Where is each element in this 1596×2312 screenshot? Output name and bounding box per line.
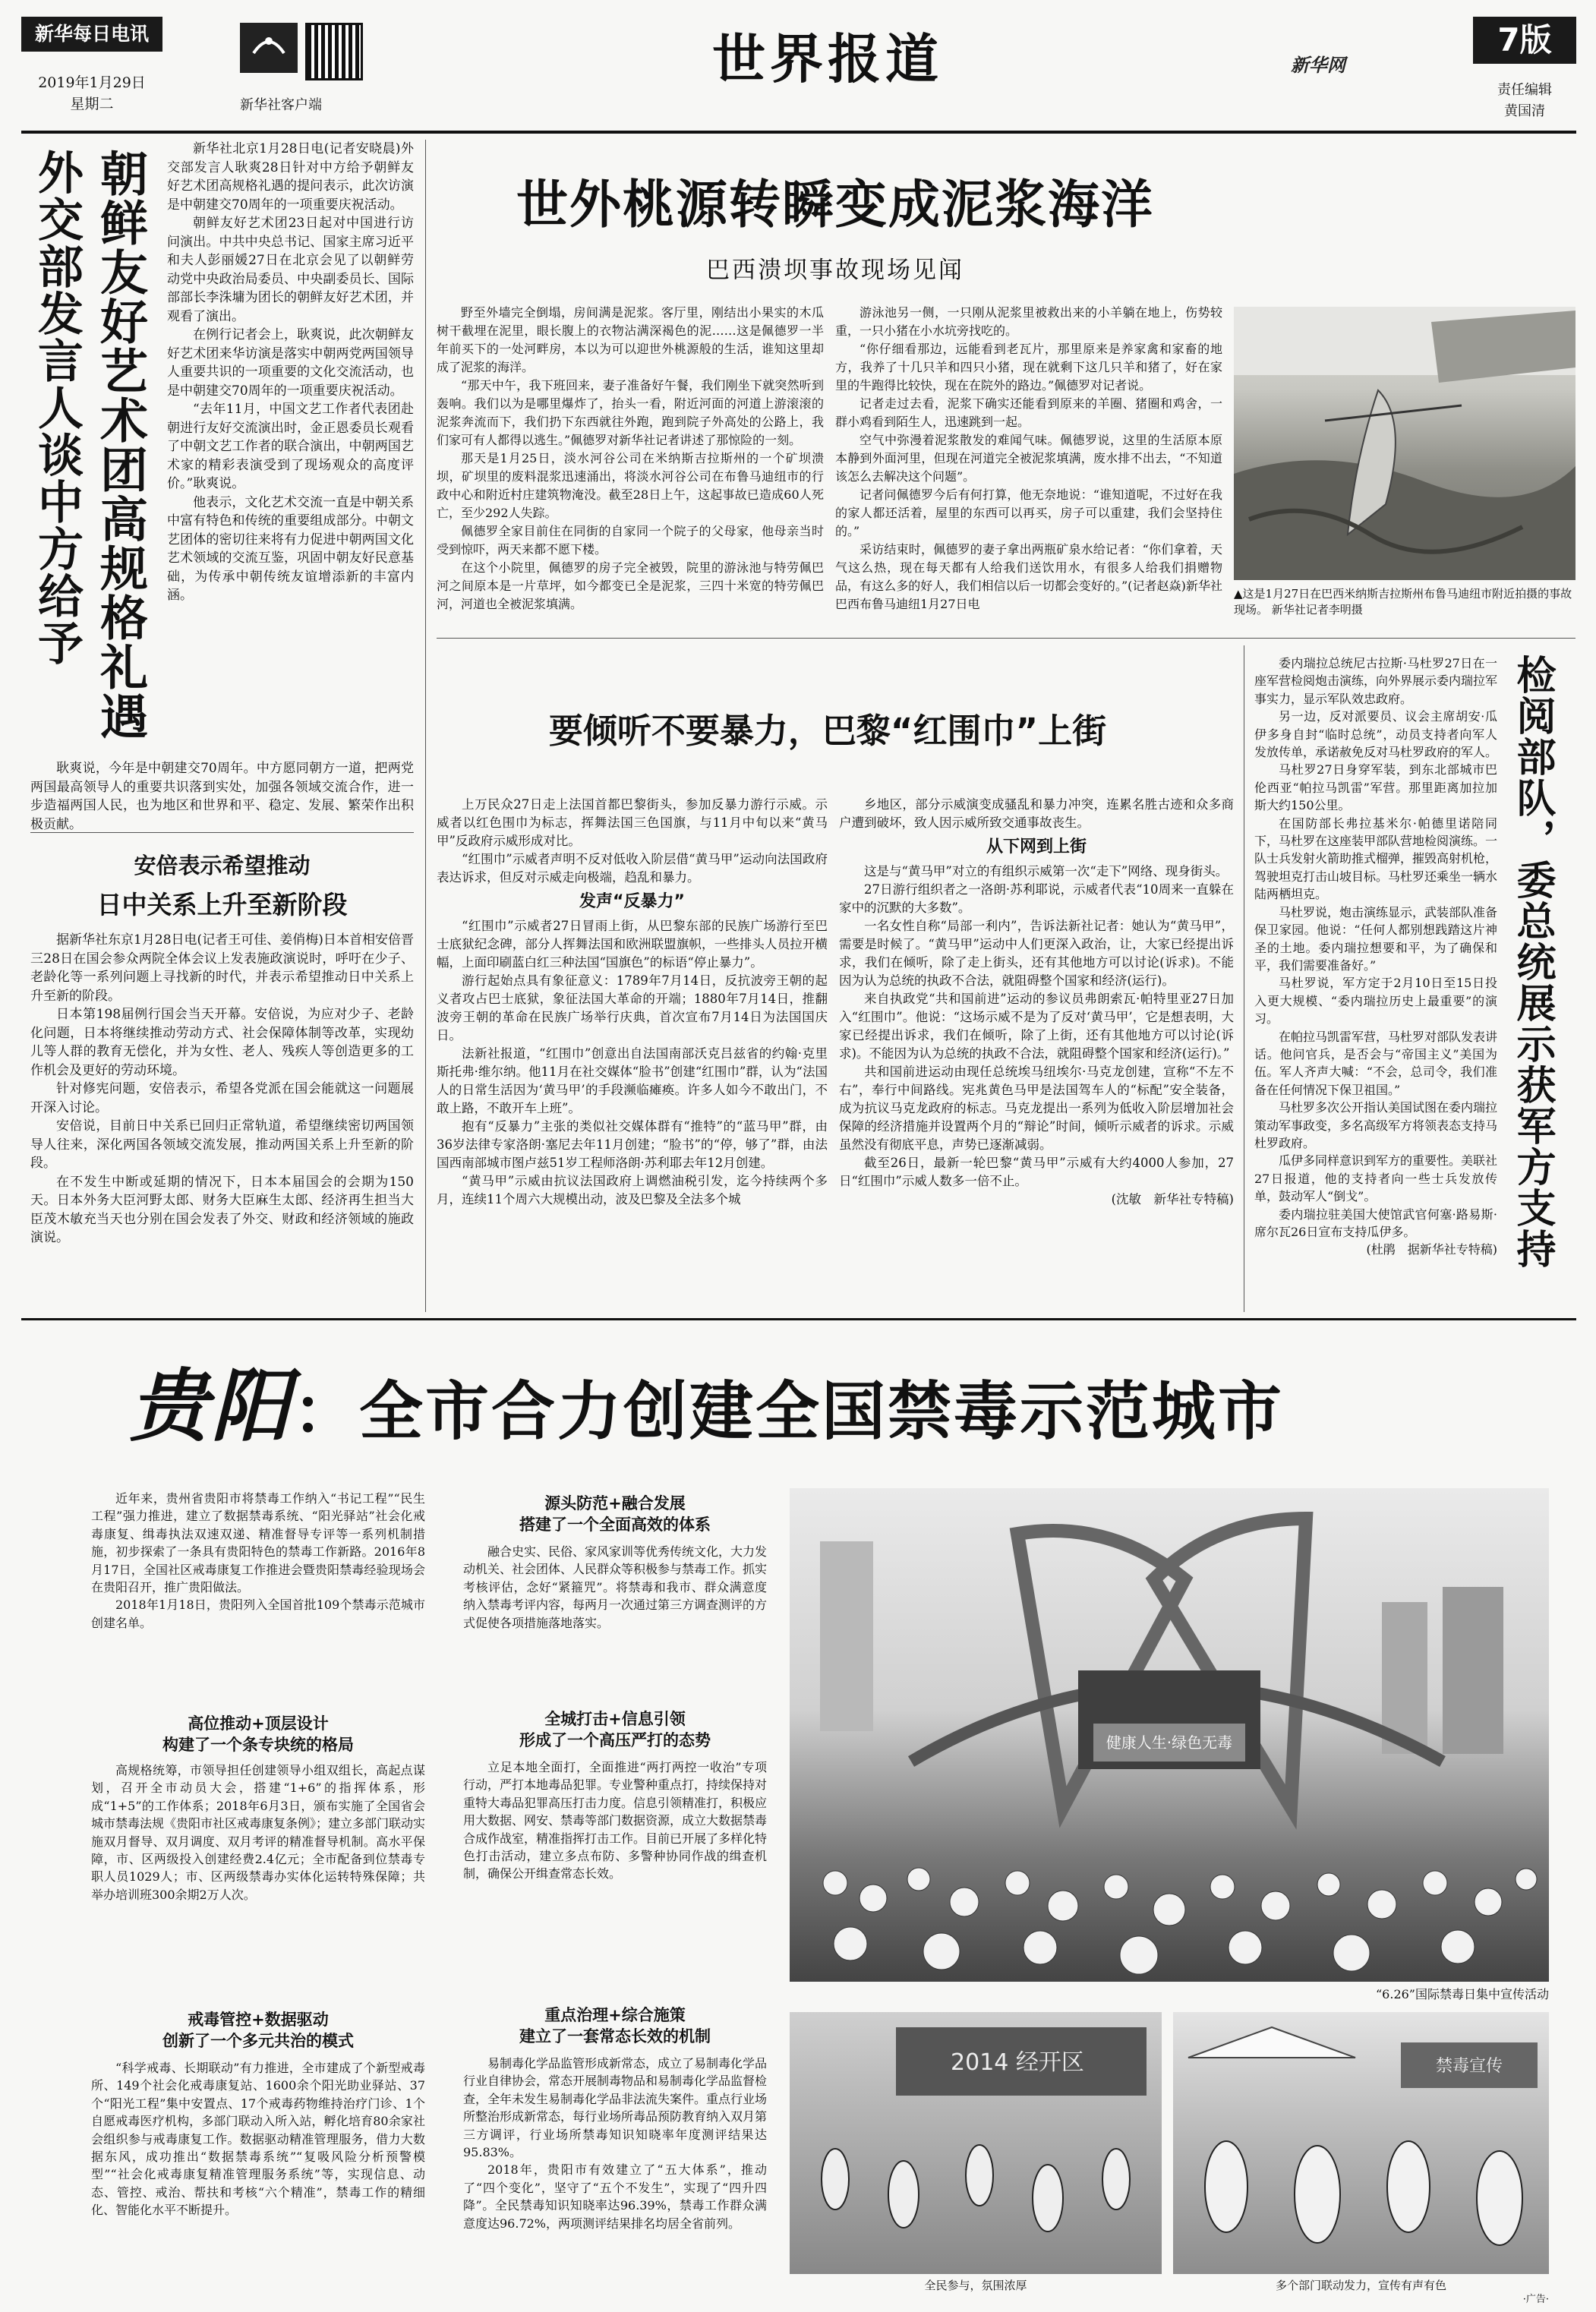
editor-name: 黄国清 bbox=[1504, 103, 1545, 119]
guiyang-photo-right bbox=[1173, 2012, 1549, 2274]
editor-label: 责任编辑 bbox=[1497, 82, 1552, 98]
dprk-headline: 朝鲜友好艺术团高规格礼遇 bbox=[93, 149, 148, 741]
paris-credit: (沈敏 新华社专特稿) bbox=[1111, 1192, 1234, 1206]
dprk-body: 新华社北京1月28日电(记者安晓晨)外交部发言人耿爽28日针对中方给予朝鲜友好艺术团高规格礼遇的提问表示，此次访演是中朝建交70周年的一项重要庆祝活动。 朝鲜友好艺术团23日起对中国进行访问演出。中共中央总书记、国家主席习近平和夫人彭丽媛27日在北京会见了以朝鲜劳动党中央政治局委员、中央副委员长、国际部部长李洙墉为团长的朝鲜友好艺术团，并观看了演出。 在例行记者会上，耿爽说，此次朝鲜友好艺术团来华访演是落实中朝两党两国领导人重要共识的一项重要的文化交流活动，也是中朝建交70周年的一项重要庆祝活动。 “去年11月，中国文艺工作者代表团赴朝进行友好交流演出时，金正恩委员长观看了中朝文艺工作者的联合演出，中朝两国艺术家的精彩表演受到了现场观众的高度评价。”耿爽说。 他表示，文化艺术交流一直是中朝关系中富有特色和传统的重要组成部分。中朝文艺团体的密切往来将有力促进中朝两国文化艺术领域的交流互鉴，巩固中朝友好民意基础，为传承中朝传统友谊增添新的丰富内涵。 bbox=[167, 141, 414, 603]
paper-name-block: 新华每日电讯 bbox=[21, 17, 162, 52]
guiyang-s3-heading: 源头防范+融合发展 搭建了一个全面高效的体系 bbox=[519, 1494, 711, 1534]
venezuela-credit: (杜鹃 据新华社专特稿) bbox=[1366, 1242, 1497, 1257]
brazil-body-col1: 野至外墙完全倒塌，房间满是泥浆。客厅里，刚结出小果实的木瓜树干截埋在泥里，眼长腹上的衣物沾满深褐色的泥……这是佩德罗一半年前买下的一处河畔房，本以为可以迎世外桃源般的生活，谁知这里却成了泥浆的海洋。 “那天中午，我下班回来，妻子准备好午餐，我们刚坐下就突然听到轰响。我们以为是哪里爆炸了，抬头一看，附近河面的河道上游滚滚的泥浆奔流而下，我们扔下东西就往外跑，跑到院子外高处的公路上，我们家可有人都得以逃生。”佩德罗对新华社记者讲述了那惊险的一刻。 那天是1月25日，淡水河谷公司在米纳斯吉拉斯州的一个矿坝溃坝，矿坝里的废料混浆迅速涌出，将淡水河谷公司在布鲁马迪纽市的行政中心和附近村庄建筑物淹没。截至28日上午，这起事故已造成60人死亡，至少292人失踪。 佩德罗全家目前住在同街的自家同一个院子的父母家，他母亲当时受到惊吓，两天来都不愿下楼。 在这个小院里，佩德罗的房子完全被毁，院里的游泳池与特劳佩巴河之间原本是一片草坪，如今都变已全是泥浆，三四十米宽的特劳佩巴河，河道也全被泥浆填满。 bbox=[437, 305, 824, 611]
guiyang-s5-heading: 重点治理+综合施策 建立了一套常态长效的机制 bbox=[519, 2006, 711, 2045]
page-number: 7版 bbox=[1473, 17, 1576, 64]
issue-date: 2019年1月29日 bbox=[38, 74, 146, 91]
guiyang-s4-body: 立足本地全面打，全面推进“两打两控一收治”专项行动，严打本地毒品犯罪。专业警种重点打，持续保持对重特大毒品犯罪高压打击力度。信息引领精准打，积极应用大数据、网安、禁毒等部门数据资源，成立大数据禁毒合成作战室，精准指挥打击工作。目前已开展了多样化特色打击活动，建立多点布防、多警种协同作战的缉查机制，确保公开缉查常态长效。 bbox=[463, 1760, 768, 1881]
guiyang-right-caption: 多个部门联动发力，宣传有声有色 bbox=[1275, 2279, 1446, 2292]
banner-text: 2014 经开区 bbox=[951, 2049, 1084, 2076]
brazil-subheadline: 巴西溃坝事故现场见闻 bbox=[706, 257, 964, 284]
masthead bbox=[0, 0, 1596, 133]
guiyang-main-photo bbox=[790, 1488, 1549, 1982]
mud-scene-illustration bbox=[1234, 307, 1575, 580]
japan-body: 据新华社东京1月28日电(记者王可佳、姜俏梅)日本首相安倍晋三28日在国会参众两院全体会议上发表施政演说时，呼吁在少子、老龄化等一系列问题上寻找新的时代，并表示希望推动日中关系上升至新的阶段。 日本第198届例行国会当天开幕。安倍说，为应对少子、老龄化问题，日本将继续推动劳动方式、社会保障体制等改革，实现幼儿等人群的教育无偿化，并为女性、老人、残疾人等创造更多的工作机会及更好的劳动环境。 针对修宪问题，安倍表示，希望各党派在国会能就这一问题展开深入讨论。 安倍说，目前日中关系已回归正常轨道，希望继续密切两国领导人往来，深化两国各领域交流发展，推动两国关系上升至新的阶段。 在不发生中断或延期的情况下，日本本届国会的会期为150天。日本外务大臣河野太郎、财务大臣麻生太郎、经济再生担当大臣茂木敏充当天也分别在国会发表了外交、财政和经济领域的施政演说。 bbox=[30, 932, 414, 1245]
issue-weekday: 星期二 bbox=[70, 96, 114, 112]
venezuela-headline: 检阅部队，委总统展示获军方支持 bbox=[1509, 654, 1555, 1270]
app-label: 新华社客户端 bbox=[240, 97, 322, 113]
paris-headline: 要倾听不要暴力，巴黎“红围巾”上街 bbox=[548, 711, 1107, 751]
guiyang-s1-heading: 高位推动+顶层设计 构建了一个条专块统的格局 bbox=[162, 1714, 354, 1754]
section-title: 世界报道 bbox=[712, 27, 943, 90]
guiyang-headline bbox=[129, 1342, 1496, 1452]
guiyang-s4-heading: 全城打击+信息引领 形成了一个高压严打的态势 bbox=[519, 1710, 711, 1749]
news-logo: 新华网 bbox=[1291, 55, 1345, 76]
qr-code-icon[interactable] bbox=[305, 23, 363, 80]
guiyang-intro: 近年来，贵州省贵阳市将禁毒工作纳入“书记工程”“民生工程”强力推进，建立了数据禁毒系统、“阳光驿站”社会化戒毒康复、缉毒执法双速双递、精准督导专评等一系列机制措施，初步探索了一条具有贵阳特色的禁毒工作新路。2016年8月17日，全国社区戒毒康复工作推进会暨贵阳禁毒经验现场会在贵阳召开，推广贵阳做法。 2018年1月18日，贵阳列入全国首批109个禁毒示范城市创建名单。 bbox=[91, 1491, 425, 1630]
guiyang-title-rest: ：全市合力创建全国禁毒示范城市 bbox=[293, 1374, 1285, 1449]
japan-headline-b: 日中关系上升至新阶段 bbox=[96, 890, 348, 919]
masthead-rule bbox=[21, 131, 1576, 134]
brazil-photo-caption: ▲这是1月27日在巴西米纳斯吉拉斯州布鲁马迪纽市附近拍摄的事故现场。 新华社记者李明摄 bbox=[1234, 587, 1572, 617]
japan-headline-a: 安倍表示希望推动 bbox=[134, 853, 311, 878]
divider bbox=[437, 638, 1575, 639]
brazil-headline: 世外桃源转瞬变成泥浆海洋 bbox=[516, 175, 1154, 235]
square-dance-illustration bbox=[790, 2012, 1162, 2274]
brazil-dam-photo bbox=[1234, 307, 1575, 580]
paris-subhead-1: 发声“反暴力” bbox=[579, 892, 685, 911]
guiyang-left-caption: 全民参与，氛围浓厚 bbox=[924, 2279, 1027, 2292]
guiyang-main-caption: “6.26”国际禁毒日集中宣传活动 bbox=[1376, 1987, 1549, 2001]
paris-body-col1: 上万民众27日走上法国首都巴黎街头，参加反暴力游行示威。示威者以红色围巾为标志，挥舞法国三色国旗，与11月中旬以来“黄马甲”反政府示威形成对比。 “红围巾”示威者声明不反对低收入阶层借“黄马甲”运动向法国政府表达诉求，但反对示威走向极端，趋乱和暴力。 发声“反暴力” “红围巾”示威者27日冒雨上街，从巴黎东部的民族广场游行至巴士底狱纪念碑，部分人挥舞法国和欧洲联盟旗帜，一些排头人员拉开横幅，上面印刷蓝白红三种法国“国旗色”的标语“停止暴力”。 游行起始点具有象征意义：1789年7月14日，反抗波旁王朝的起义者攻占巴士底狱，象征法国大革命的开端；1880年7月14日，推翻波旁王朝的革命在民族广场举行庆典，首次宣布7月14日为法国国庆日。 法新社报道，“红围巾”创意出自法国南部沃克吕兹省的约翰·克里斯托弗·维尔纳。他11月在社交媒体“脸书”创建“红围巾”群，认为“法国人的日常生活因为‘黄马甲’的手段濒临瘫痪。许多人如今不敢出门，不敢上路，不敢开车上班”。 抱有“反暴力”主张的类似社交媒体群有“推特”的“蓝马甲”群，由36岁法律专家洛朗·塞尼去年11月创建；“脸书”的“停，够了”群，由法国西南部城市图卢兹51岁工程师洛朗·苏利耶去年12月创建。 “黄马甲”示威由抗议法国政府上调燃油税引发，迄今持续两个多月，连续11个周六大规模出动，波及巴黎及全法多个城 bbox=[437, 797, 828, 1206]
divider bbox=[30, 832, 414, 833]
dprk-body-tail: 耿爽说，今年是中朝建交70周年。中方愿同朝方一道，把两党两国最高领导人的重要共识落到实处，加强各领域交流合作，进一步造福两国人民，也为地区和世界和平、稳定、发展、繁荣作出积极贡献。 bbox=[30, 761, 414, 832]
guiyang-s1-body: 高规格统筹，市领导担任创建领导小组双组长，高起点谋划，召开全市动员大会，搭建“1+6”的指挥体系，形成“1+5”的工作体系；2018年6月3日，颁布实施了全国省会城市禁毒法规《贵阳市社区戒毒康复条例》；建立多部门联动实施双月督导、双月调度、双月考评的精准督导机制。高水平保障，市、区两级投入创建经费2.4亿元；全市配备到位禁毒专职人员1029人；市、区两级禁毒办实体化运转特殊保障；共举办培训班300余期2万人次。 bbox=[91, 1763, 426, 1902]
stage-banner-text: 健康人生·绿色无毒 bbox=[1106, 1733, 1233, 1752]
venezuela-body: 委内瑞拉总统尼古拉斯·马杜罗27日在一座军营检阅炮击演练，向外界展示委内瑞拉军事实力，显示军队效忠政府。 另一边，反对派要员、议会主席胡安·瓜伊多身自封“临时总统”，动员支持者向军人发放传单，承诺赦免反对马杜罗政府的军人。 马杜罗27日身穿军装，到东北部城市巴伦西亚“帕拉马凯雷”军营。那里距离加拉加斯大约150公里。 在国防部长弗拉基米尔·帕德里诺陪同下，马杜罗在这座装甲部队营地检阅演练。一队士兵发射火箭助推式榴弹，摧毁高射机枪，驾驶坦克打击山坡目标。马杜罗还乘坐一辆水陆两栖坦克。 马杜罗说，炮击演练显示，武装部队准备保卫家园。他说：“任何人都别想践踏这片神圣的土地。委内瑞拉想要和平，为了确保和平，我们需要准备好。” 马杜罗说，军方定于2月10日至15日投入更大规模、“委内瑞拉历史上最重要”的演习。 在帕拉马凯雷军营，马杜罗对部队发表讲话。他问官兵，是否会与“帝国主义”美国为伍。军人齐声大喊：“不会，总司令，我们准备在任何情况下保卫祖国。” 马杜罗多次公开指认美国试图在委内瑞拉策动军事政变，多名高级军方将领表态支持马杜罗政府。 瓜伊多同样意识到军方的重要性。美联社27日报道，他的支持者向一些士兵发放传单，鼓动军人“倒戈”。 委内瑞拉驻美国大使馆武官何塞·路易斯·席尔瓦26日宣布支持瓜伊多。 (杜鹃 据新华社专特稿) bbox=[1254, 654, 1497, 1304]
brazil-body-col2: 游泳池另一侧，一只刚从泥浆里被救出来的小羊躺在地上，伤势较重，一只小猪在小水坑旁找吃的。 “你仔细看那边，远能看到老瓦片，那里原来是养家禽和家畜的地方，我养了十几只羊和四只小猪，现在就剩下这几只羊和猪了，好在家里的牛跑得比较快，现在在院外的路边。”佩德罗对记者说。 记者走过去看，泥浆下确实还能看到原来的羊圈、猪圈和鸡舍，一群小鸡看到陌生人，迅速跳到一起。 空气中弥漫着泥浆散发的难闻气味。佩德罗说，这里的生活原本原本静到外面河里，但现在河道完全被泥浆填满，废水排不出去，“不知道该怎么去解决这个问题”。 记者问佩德罗今后有何打算，他无奈地说：“谁知道呢，不过好在我的家人都还活着，屋里的东西可以再买，房子可以重建，我们会坚持住的。” 采访结束时，佩德罗的妻子拿出两瓶矿泉水给记者：“你们拿着，天气这么热，现在每天都有人给我们送饮用水，有很多人给我们捐赠物品，有这么多的好人，我们相信以后一切都会变好的。”(记者赵焱)新华社巴西布鲁马迪纽1月27日电 bbox=[835, 305, 1222, 611]
dprk-subheadline: 外交部发言人谈中方给予 bbox=[30, 149, 84, 667]
guiyang-s5-body: 易制毒化学品监管形成新常态，成立了易制毒化学品行业自律协会，常态开展制毒物品和易制毒化学品监督检查，全年未发生易制毒化学品非法流失案件。重点行业场所整治形成新常态，每行业场所毒品预防教育纳入双月第三方调评，行业场所禁毒知识知晓率年度测评结果达95.83%。 2018年，贵阳市有效建立了“五大体系”，推动了“四个变化”，坚守了“五个不发生”，实现了“四升四降”。全民禁毒知识知晓率达96.39%，禁毒工作群众满意度达96.72%，两项测评结果排名均居全省前列。 bbox=[463, 2056, 768, 2231]
paris-body-col2: 乡地区，部分示威演变成骚乱和暴力冲突，连累名胜古迹和众多商户遭到破坏，致人因示威所致交通事故丧生。 从下网到上街 这是与“黄马甲”对立的有组织示威第一次“走下”网络、现身街头。 27日游行组织者之一洛朗·苏利耶说，示威者代表“10周来一直躲在家中的沉默的大多数”。 一名女性自称“局部一利内”，告诉法新社记者：她认为“黄马甲”，需要是时候了。“黄马甲”运动中人们更深入政治，让，大家已经提出诉求，我们在倾听，除了走上街头，还有其他地方可以讨论(诉求)。不能因为认为总统的执政不合法，就阻碍整个国家和经济(运行)。 来自执政党“共和国前进”运动的参议员弗朗索瓦·帕特里亚27日加入“红围巾”。他说：“这场示威不是为了反对‘黄马甲’，它是想表明，大家已经提出诉求，我们在倾听，除了上街，还有其他地方可以讨论(诉求)。不能因为认为总统的执政不合法，就阻碍整个国家和经济(运行)。” 共和国前进运动由现任总统埃马纽埃尔·马克龙创建，宣称“不左不右”，奉行中间路线。宪兆黄色马甲是法国驾车人的“标配”安全装备，成为抗议马克龙政府的标志。马克龙提出一系列为低收入阶层增加社会保障的经济措施并设置两个月的“辩论”时间，倾听示威者的诉求。示威虽然没有彻底平息，声势已逐渐减弱。 截至26日，最新一轮巴黎“黄马甲”示威有大约4000人参加，27日“红围巾”示威人数多一倍不止。 (沈敏 新华社专特稿) bbox=[839, 796, 1234, 1304]
section-divider bbox=[21, 1318, 1576, 1320]
guiyang-s2-body: “科学戒毒、长期联动”有力推进，全市建成了个新型戒毒所、149个社会化戒毒康复站、1600余个阳光助业驿站、37个“阳光工程”集中安置点、17个戒毒药物维持治疗门诊、1个自愿戒毒医疗机构，多部门联动入所入站，孵化培育80余家社会组织参与戒毒康复工作。数据驱动精准管理服务，借力大数据东风，成功推出“数据禁毒系统”“复吸风险分析预警模型”“社会化戒毒康复精准管理服务系统”等，实现信息、动态、管控、戒治、帮扶和考核“六个精准”，禁毒工作的精细化、智能化水平不断提升。 bbox=[91, 2061, 425, 2218]
guiyang-city-title: 贵阳 bbox=[129, 1359, 294, 1452]
column-rule bbox=[425, 140, 426, 1312]
booth-banner-text: 禁毒宣传 bbox=[1435, 2057, 1503, 2076]
rally-scene-illustration bbox=[790, 1488, 1549, 1982]
xinhua-logo-icon bbox=[240, 23, 298, 73]
guiyang-s2-heading: 戒毒管控+数据驱动 创新了一个多元共治的模式 bbox=[162, 2011, 354, 2050]
app-logo-box bbox=[240, 23, 298, 73]
ad-label: ·广告· bbox=[1522, 2294, 1549, 2305]
guiyang-photo-left bbox=[790, 2012, 1162, 2274]
paris-subhead-2: 从下网到上街 bbox=[986, 837, 1087, 856]
outreach-booth-illustration bbox=[1173, 2012, 1549, 2274]
guiyang-s3-body: 融合史实、民俗、家风家训等优秀传统文化，大力发动机关、社会团体、人民群众等积极参与禁毒工作。抓实考核评估，念好“紧箍咒”。将禁毒和我市、群众满意度纳入禁毒考评内容，每两月一次通过第三方调查测评的方式促使各项措施落地落实。 bbox=[463, 1544, 768, 1630]
